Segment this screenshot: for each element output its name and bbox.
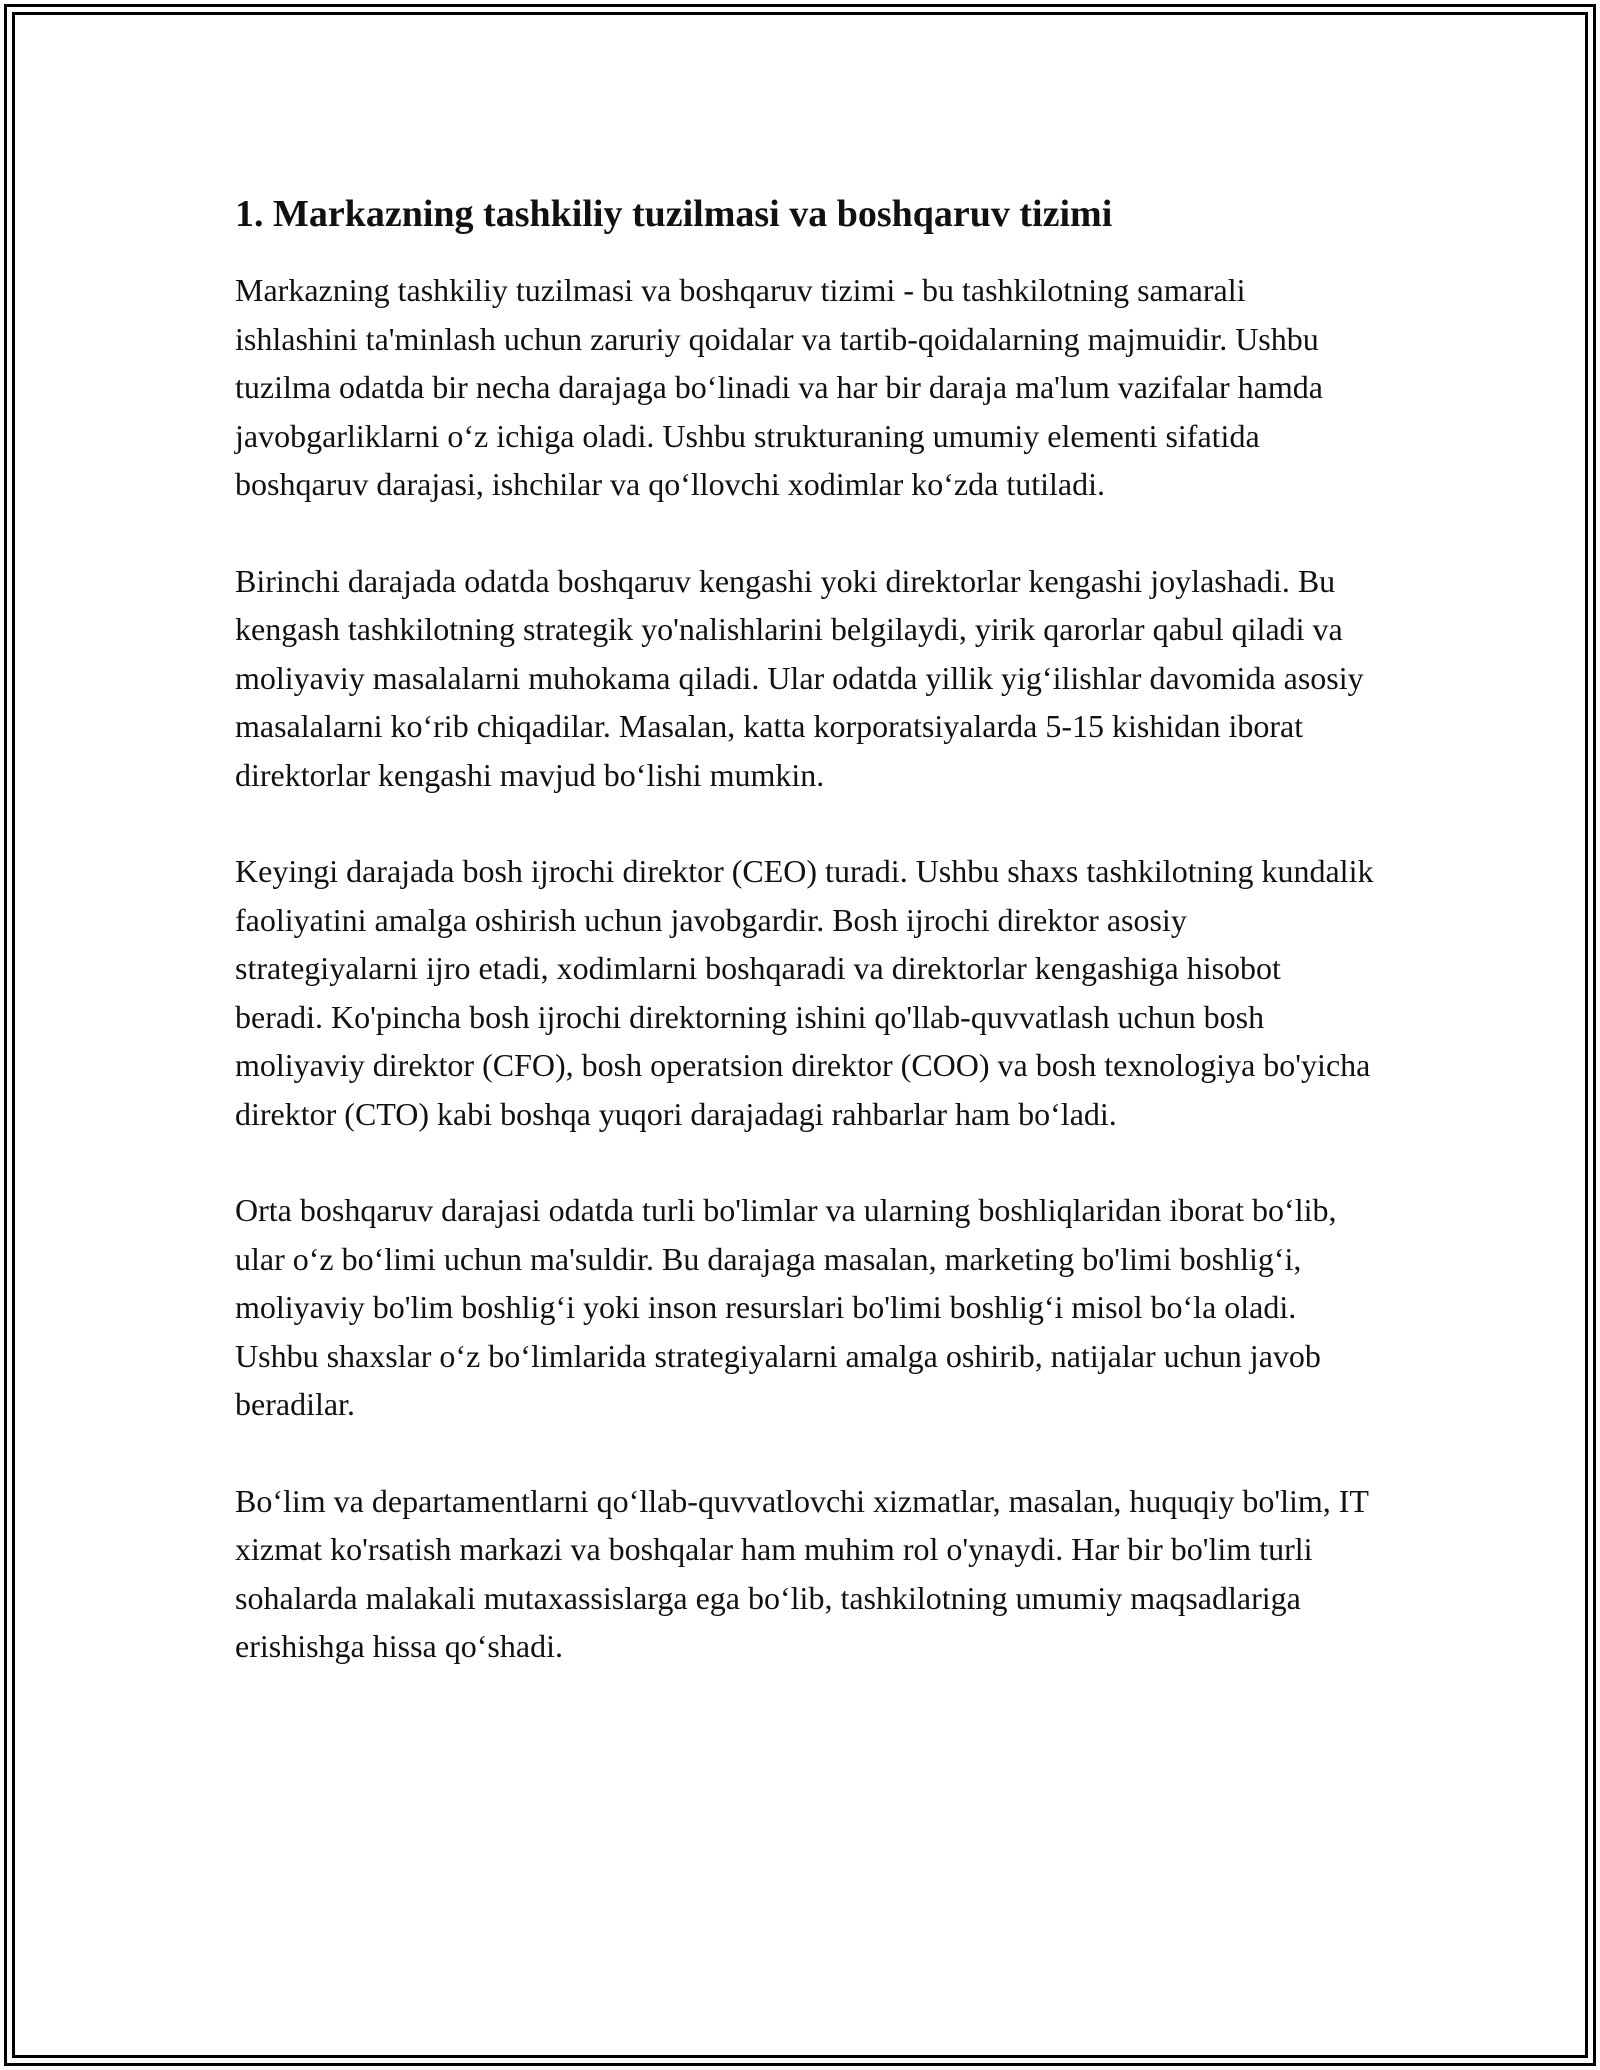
paragraph-5: Bo‘lim va departamentlarni qo‘llab-quvvatlovchi xizmatlar, masalan, huquqiy bo'lim, IT xizmat ko'rsatish markazi va boshqalar ham muhim rol o'ynaydi. Har bir bo'lim turli sohalarda malakali mutaxassislarga ega bo‘lib, tashkilotning umumiy maqsadlariga erishishga hissa qo‘shadi.	[235, 1482, 1369, 1664]
document-body	[235, 184, 1375, 1719]
section-heading: 1. Markazning tashkiliy tuzilmasi va boshqaruv tizimi	[235, 193, 1113, 235]
paragraph-1: Markazning tashkiliy tuzilmasi va boshqaruv tizimi - bu tashkilotning samarali ishlashini ta'minlash uchun zaruriy qoidalar va tartib-qoidalarning majmuidir. Ushbu tuzilma odatda bir necha darajaga bo‘linadi va har bir daraja ma'lum vazifalar hamda javobgarliklarni o‘z ichiga oladi. Ushbu strukturaning umumiy elementi sifatida boshqaruv darajasi, ishchilar va qo‘llovchi xodimlar ko‘zda tutiladi.	[235, 272, 1323, 502]
paragraph-3: Keyingi darajada bosh ijrochi direktor (CEO) turadi. Ushbu shaxs tashkilotning kundalik faoliyatini amalga oshirish uchun javobgardir. Bosh ijrochi direktor asosiy strategiyalarni ijro etadi, xodimlarni boshqaradi va direktorlar kengashiga hisobot beradi. Ko'pincha bosh ijrochi direktorning ishini qo'llab-quvvatlash uchun bosh moliyaviy direktor (CFO), bosh operatsion direktor (COO) va bosh texnologiya bo'yicha direktor (CTO) kabi boshqa yuqori darajadagi rahbarlar ham bo‘ladi.	[235, 853, 1374, 1132]
paragraph-2: Birinchi darajada odatda boshqaruv kengashi yoki direktorlar kengashi joylashadi. Bu kengash tashkilotning strategik yo'nalishlarini belgilaydi, yirik qarorlar qabul qiladi va moliyaviy masalalarni muhokama qiladi. Ular odatda yillik yig‘ilishlar davomida asosiy masalalarni ko‘rib chiqadilar. Masalan, katta korporatsiyalarda 5-15 kishidan iborat direktorlar kengashi mavjud bo‘lishi mumkin.	[235, 562, 1364, 793]
paragraph-4: Orta boshqaruv darajasi odatda turli bo'limlar va ularning boshliqlaridan iborat bo‘lib, ular o‘z bo‘limi uchun ma'suldir. Bu darajaga masalan, marketing bo'limi boshlig‘i, moliyaviy bo'lim boshlig‘i yoki inson resurslari bo'limi boshlig‘i misol bo‘la oladi. Ushbu shaxslar o‘z bo‘limlarida strategiyalarni amalga oshirib, natijalar uchun javob beradilar.	[235, 1192, 1337, 1422]
